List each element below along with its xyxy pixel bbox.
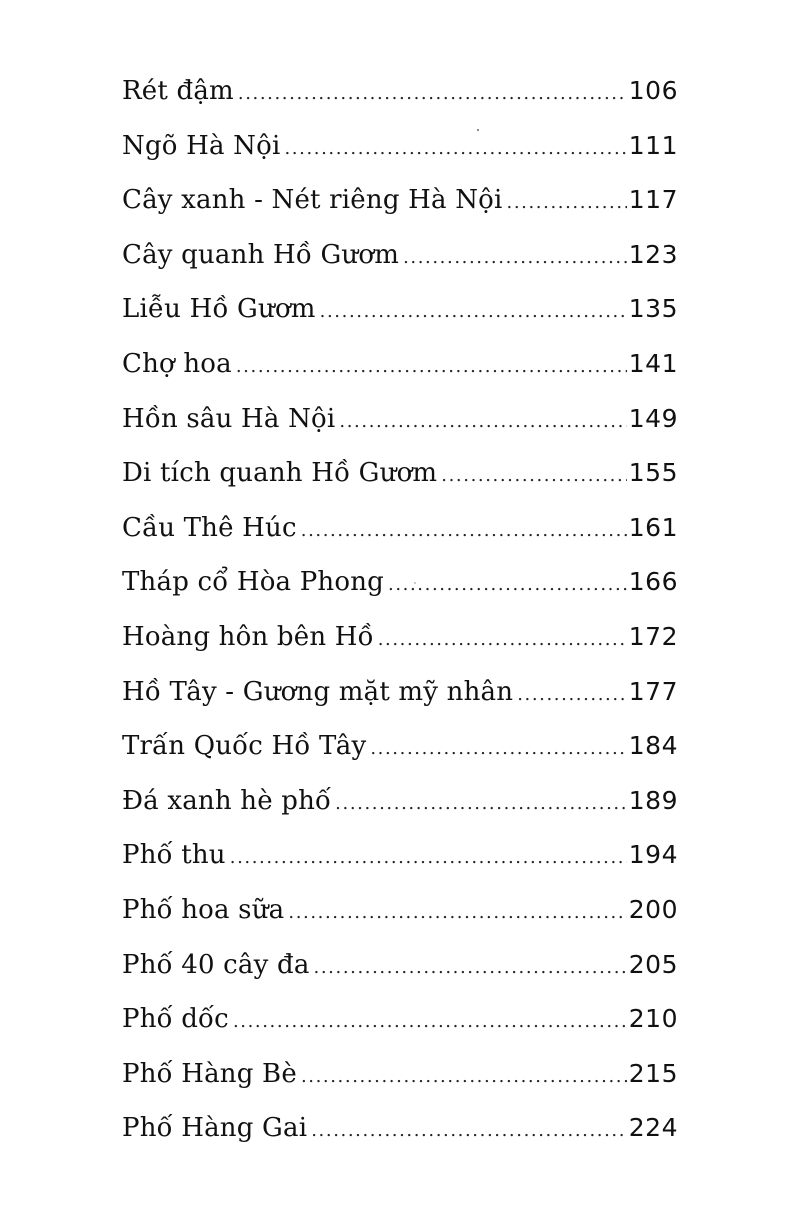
toc-entry-page: 161 (628, 512, 678, 542)
toc-entry-title: Tháp cổ Hòa Phong (122, 567, 385, 598)
toc-entry-title: Hồn sâu Hà Nội (122, 403, 336, 434)
toc-entry[interactable] (122, 119, 678, 174)
dot-leader (301, 504, 627, 559)
table-of-contents (122, 64, 678, 1156)
dot-leader (388, 558, 627, 613)
toc-entry-page: 155 (628, 458, 678, 488)
toc-entry-page: 184 (628, 731, 678, 761)
toc-entry[interactable] (122, 228, 678, 283)
toc-entry-page: 224 (628, 1113, 678, 1143)
toc-entry-page: 215 (628, 1058, 678, 1088)
scan-speck (477, 129, 479, 131)
toc-entry-page: 189 (628, 785, 678, 815)
toc-entry-page: 194 (628, 840, 678, 870)
toc-entry[interactable] (122, 337, 678, 392)
toc-entry-page: 177 (628, 676, 678, 706)
dot-leader (517, 668, 627, 723)
dot-leader (288, 886, 626, 941)
toc-entry[interactable] (122, 992, 678, 1047)
toc-entry-page: 117 (628, 185, 678, 215)
toc-entry[interactable] (122, 665, 678, 720)
toc-entry[interactable] (122, 828, 678, 883)
toc-entry-title: Cây xanh - Nét riêng Hà Nội (122, 185, 503, 216)
toc-entry[interactable] (122, 938, 678, 993)
toc-entry-title: Phố thu (122, 840, 226, 871)
toc-entry-title: Chợ hoa (122, 348, 232, 379)
toc-entry[interactable] (122, 1101, 678, 1156)
dot-leader (507, 176, 627, 231)
toc-entry-title: Cây quanh Hồ Gươm (122, 239, 400, 270)
toc-entry-title: Ngõ Hà Nội (122, 130, 281, 161)
dot-leader (335, 777, 627, 832)
scan-speck (414, 582, 416, 584)
dot-leader (284, 122, 626, 177)
dot-leader (378, 613, 627, 668)
dot-leader (236, 340, 627, 395)
dot-leader (301, 1050, 627, 1105)
toc-entry-page: 135 (628, 294, 678, 324)
toc-entry-page: 172 (628, 621, 678, 651)
toc-entry[interactable] (122, 282, 678, 337)
toc-entry[interactable] (122, 555, 678, 610)
toc-entry-title: Đá xanh hè phố (122, 785, 332, 816)
toc-entry-title: Phố hoa sữa (122, 894, 285, 925)
toc-entry[interactable] (122, 501, 678, 556)
toc-entry[interactable] (122, 719, 678, 774)
toc-entry-title: Rét đậm (122, 76, 234, 106)
toc-entry-title: Phố Hàng Gai (122, 1113, 308, 1144)
toc-entry[interactable] (122, 774, 678, 829)
toc-entry-page: 205 (628, 949, 678, 979)
toc-entry-page: 149 (628, 403, 678, 433)
toc-entry[interactable] (122, 64, 678, 119)
dot-leader (320, 285, 627, 340)
toc-entry-title: Di tích quanh Hồ Gươm (122, 458, 438, 489)
dot-leader (403, 231, 627, 286)
toc-entry[interactable] (122, 392, 678, 447)
dot-leader (370, 722, 626, 777)
toc-entry[interactable] (122, 883, 678, 938)
dot-leader (441, 449, 627, 504)
dot-leader (314, 941, 627, 996)
dot-leader (311, 1104, 627, 1159)
toc-entry-page: 166 (628, 567, 678, 597)
toc-entry-title: Liễu Hồ Gươm (122, 294, 316, 325)
toc-entry-page: 111 (628, 130, 678, 160)
dot-leader (233, 995, 627, 1050)
toc-entry-page: 123 (628, 239, 678, 269)
toc-entry-title: Trấn Quốc Hồ Tây (122, 731, 367, 762)
toc-entry[interactable] (122, 173, 678, 228)
toc-entry-title: Hồ Tây - Gương mặt mỹ nhân (122, 676, 514, 707)
toc-entry-page: 106 (628, 76, 678, 105)
dot-leader (339, 395, 626, 450)
toc-entry-title: Phố Hàng Bè (122, 1058, 297, 1089)
dot-leader (238, 67, 627, 122)
toc-entry-title: Hoàng hôn bên Hồ (122, 621, 374, 652)
toc-entry-title: Phố dốc (122, 1004, 229, 1035)
toc-entry[interactable] (122, 610, 678, 665)
toc-entry-page: 141 (628, 348, 678, 378)
toc-entry[interactable] (122, 446, 678, 501)
toc-entry-title: Phố 40 cây đa (122, 949, 310, 980)
toc-entry[interactable] (122, 1047, 678, 1102)
dot-leader (230, 831, 627, 886)
toc-entry-page: 210 (628, 1004, 678, 1034)
toc-entry-title: Cầu Thê Húc (122, 512, 297, 543)
toc-entry-page: 200 (628, 894, 678, 924)
